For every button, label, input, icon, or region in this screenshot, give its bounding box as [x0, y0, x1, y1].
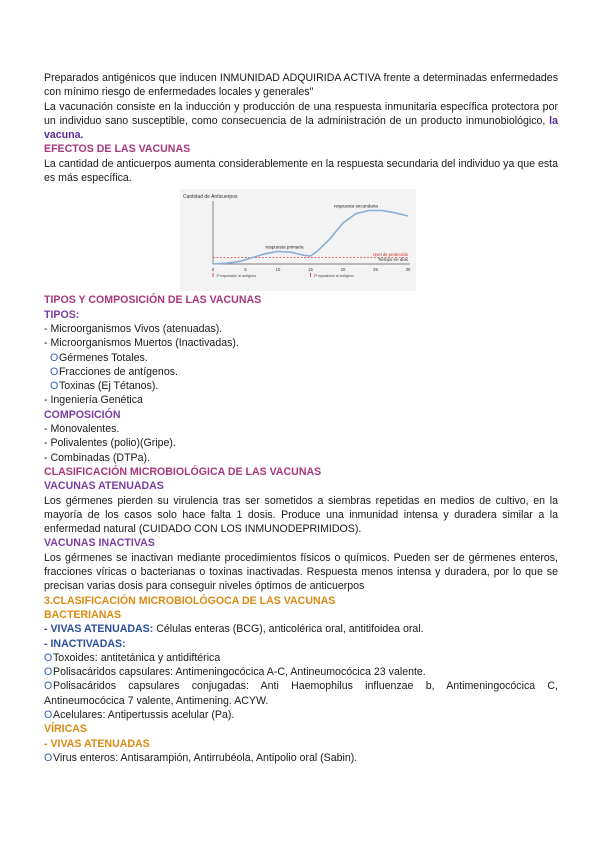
atenuadas-text: Los gérmenes pierden su virulencia tras ser sometidos a siembras repetidas en medios de cultivo, en la mayoría de los casos solo hace falta 1 dosis. Produce una inmunidad intensa y duradera similar a la enfermedad natural (CUIDADO CON LOS INMUNODEPRIMIDOS).: [44, 494, 558, 536]
x-axis-label: Tiempo en días: [377, 257, 408, 263]
legend-entry: 2ª exposición al antígeno: [313, 274, 354, 279]
sub-item-label: Toxinas (Ej Tétanos).: [59, 380, 159, 393]
bact-vivas-prefix: - VIVAS ATENUADAS:: [44, 623, 154, 636]
intro-vacunacion-text: La vacunación consiste en la inducción y producción de una respuesta inmunitaria específica protectora por un individuo sano susceptible, como consecuencia de la administración de un producto inmunobiológico,: [44, 100, 558, 127]
sub-fracciones: [44, 365, 558, 379]
annotation-primary: respuesta primaria: [265, 244, 304, 250]
chart-svg: [180, 189, 416, 291]
clasificacion-3-heading: 3.CLASIFICACIÓN MICROBIOLÓGOCA DE LAS VACUNAS: [44, 594, 336, 607]
comp-polivalentes: - Polivalentes (polio)(Gripe).: [44, 437, 176, 450]
sub-item-label: Fracciones de antígenos.: [59, 365, 178, 378]
clasificacion-heading: CLASIFICACIÓN MICROBIOLÓGICA DE LAS VACUNAS: [44, 465, 322, 478]
intro-vacunacion: [44, 100, 558, 143]
x-tick-label: 10: [275, 267, 281, 273]
document-page: [44, 71, 558, 765]
annotation-secondary: respuesta secundaria: [334, 203, 378, 209]
comp-monovalentes: - Monovalentes.: [44, 423, 120, 436]
bullet-icon: O: [50, 380, 59, 393]
viricas-heading: VÍRICAS: [44, 723, 87, 736]
sub-gérmenes: [44, 351, 558, 365]
tipos-composicion-heading: TIPOS Y COMPOSICIÓN DE LAS VACUNAS: [44, 294, 262, 307]
intro-highlight: la vacuna.: [44, 114, 558, 142]
bact-item: [44, 708, 558, 722]
bact-inactivadas: - INACTIVADAS:: [44, 637, 126, 650]
bullet-icon: O: [44, 651, 53, 664]
bullet-icon: O: [44, 680, 53, 693]
x-tick-label: 5: [244, 267, 247, 273]
legend-entry: 1ª exposición al antígeno: [216, 274, 257, 279]
efectos-heading: EFECTOS DE LAS VACUNAS: [44, 143, 191, 156]
viricas-item: [44, 751, 558, 765]
atenuadas-heading: VACUNAS ATENUADAS: [44, 480, 164, 493]
bact-vivas-text: Células enteras (BCG), anticolérica oral, antitifoidea oral.: [153, 623, 424, 636]
x-tick-label: 20: [340, 267, 346, 273]
bullet-icon: O: [44, 666, 53, 679]
threshold-label: nivel de protección: [373, 252, 408, 258]
bact-item-label: Acelulares: Antipertussis acelular (Pa).: [53, 708, 235, 721]
viricas-vivas-atenuadas: - VIVAS ATENUADAS: [44, 737, 150, 750]
antibody-response-chart: [180, 189, 416, 291]
efectos-text: La cantidad de anticuerpos aumenta considerablemente en la respuesta secundaria del individuo ya que esta es más específica.: [44, 157, 558, 185]
bact-vivas-atenuadas: [44, 622, 558, 636]
x-tick-label: 30: [405, 267, 411, 273]
sub-item-label: Gérmenes Totales.: [59, 351, 148, 364]
viricas-item-label: Virus enteros: Antisarampión, Antirrubéola, Antipolio oral (Sabin).: [53, 751, 358, 764]
bact-item-label: Polisacáridos capsulares: Antimeningocócica A-C, Antineumocócica 23 valente.: [53, 666, 426, 679]
composicion-heading: COMPOSICIÓN: [44, 408, 121, 421]
bullet-icon: O: [50, 351, 59, 364]
bact-item: [44, 679, 558, 708]
bullet-icon: O: [44, 708, 53, 721]
bact-item: [44, 651, 558, 665]
x-tick-label: 15: [308, 267, 313, 273]
tipos-heading: TIPOS:: [44, 308, 80, 321]
bact-item: [44, 665, 558, 679]
tipo-vivos: - Microorganismos Vivos (atenuadas).: [44, 322, 223, 335]
intro-definition: Preparados antigénicos que inducen INMUNIDAD ADQUIRIDA ACTIVA frente a determinadas enfermedades con mínimo riesgo de enfermedades locales y generales": [44, 72, 558, 99]
inactivas-heading: VACUNAS INACTIVAS: [44, 537, 155, 550]
sub-toxinas: [44, 379, 558, 393]
chart-ylabel: Cantidad de Anticuerpos: [183, 194, 238, 201]
bact-item-label: Polisacáridos capsulares conjugadas: Anti Haemophilus influenzae b, Antimeningocócica C, Antineumocócica 7 valente, Antimening. ACYW.: [44, 680, 558, 707]
bacterianas-heading: BACTERIANAS: [44, 608, 122, 621]
bullet-icon: O: [50, 365, 59, 378]
bact-item-label: Toxoides: antitetánica y antidiftérica: [53, 651, 221, 664]
tipo-muertos: - Microorganismos Muertos (Inactivadas).: [44, 337, 239, 350]
x-tick-label: 0: [211, 267, 215, 273]
x-tick-label: 25: [373, 267, 378, 273]
bullet-icon: O: [44, 751, 53, 764]
inactivas-text: Los gérmenes se inactivan mediante procedimientos físicos o químicos. Pueden ser de gérmenes enteros, fracciones víricas o bacterianas o toxinas inactivadas. Respuesta menos intensa y duradera, por lo que se precisan varias dosis para conseguir niveles óptimos de anticuerpos: [44, 551, 558, 593]
comp-combinadas: - Combinadas (DTPa).: [44, 451, 150, 464]
tipo-ingenieria: - Ingeniería Genética: [44, 394, 143, 407]
